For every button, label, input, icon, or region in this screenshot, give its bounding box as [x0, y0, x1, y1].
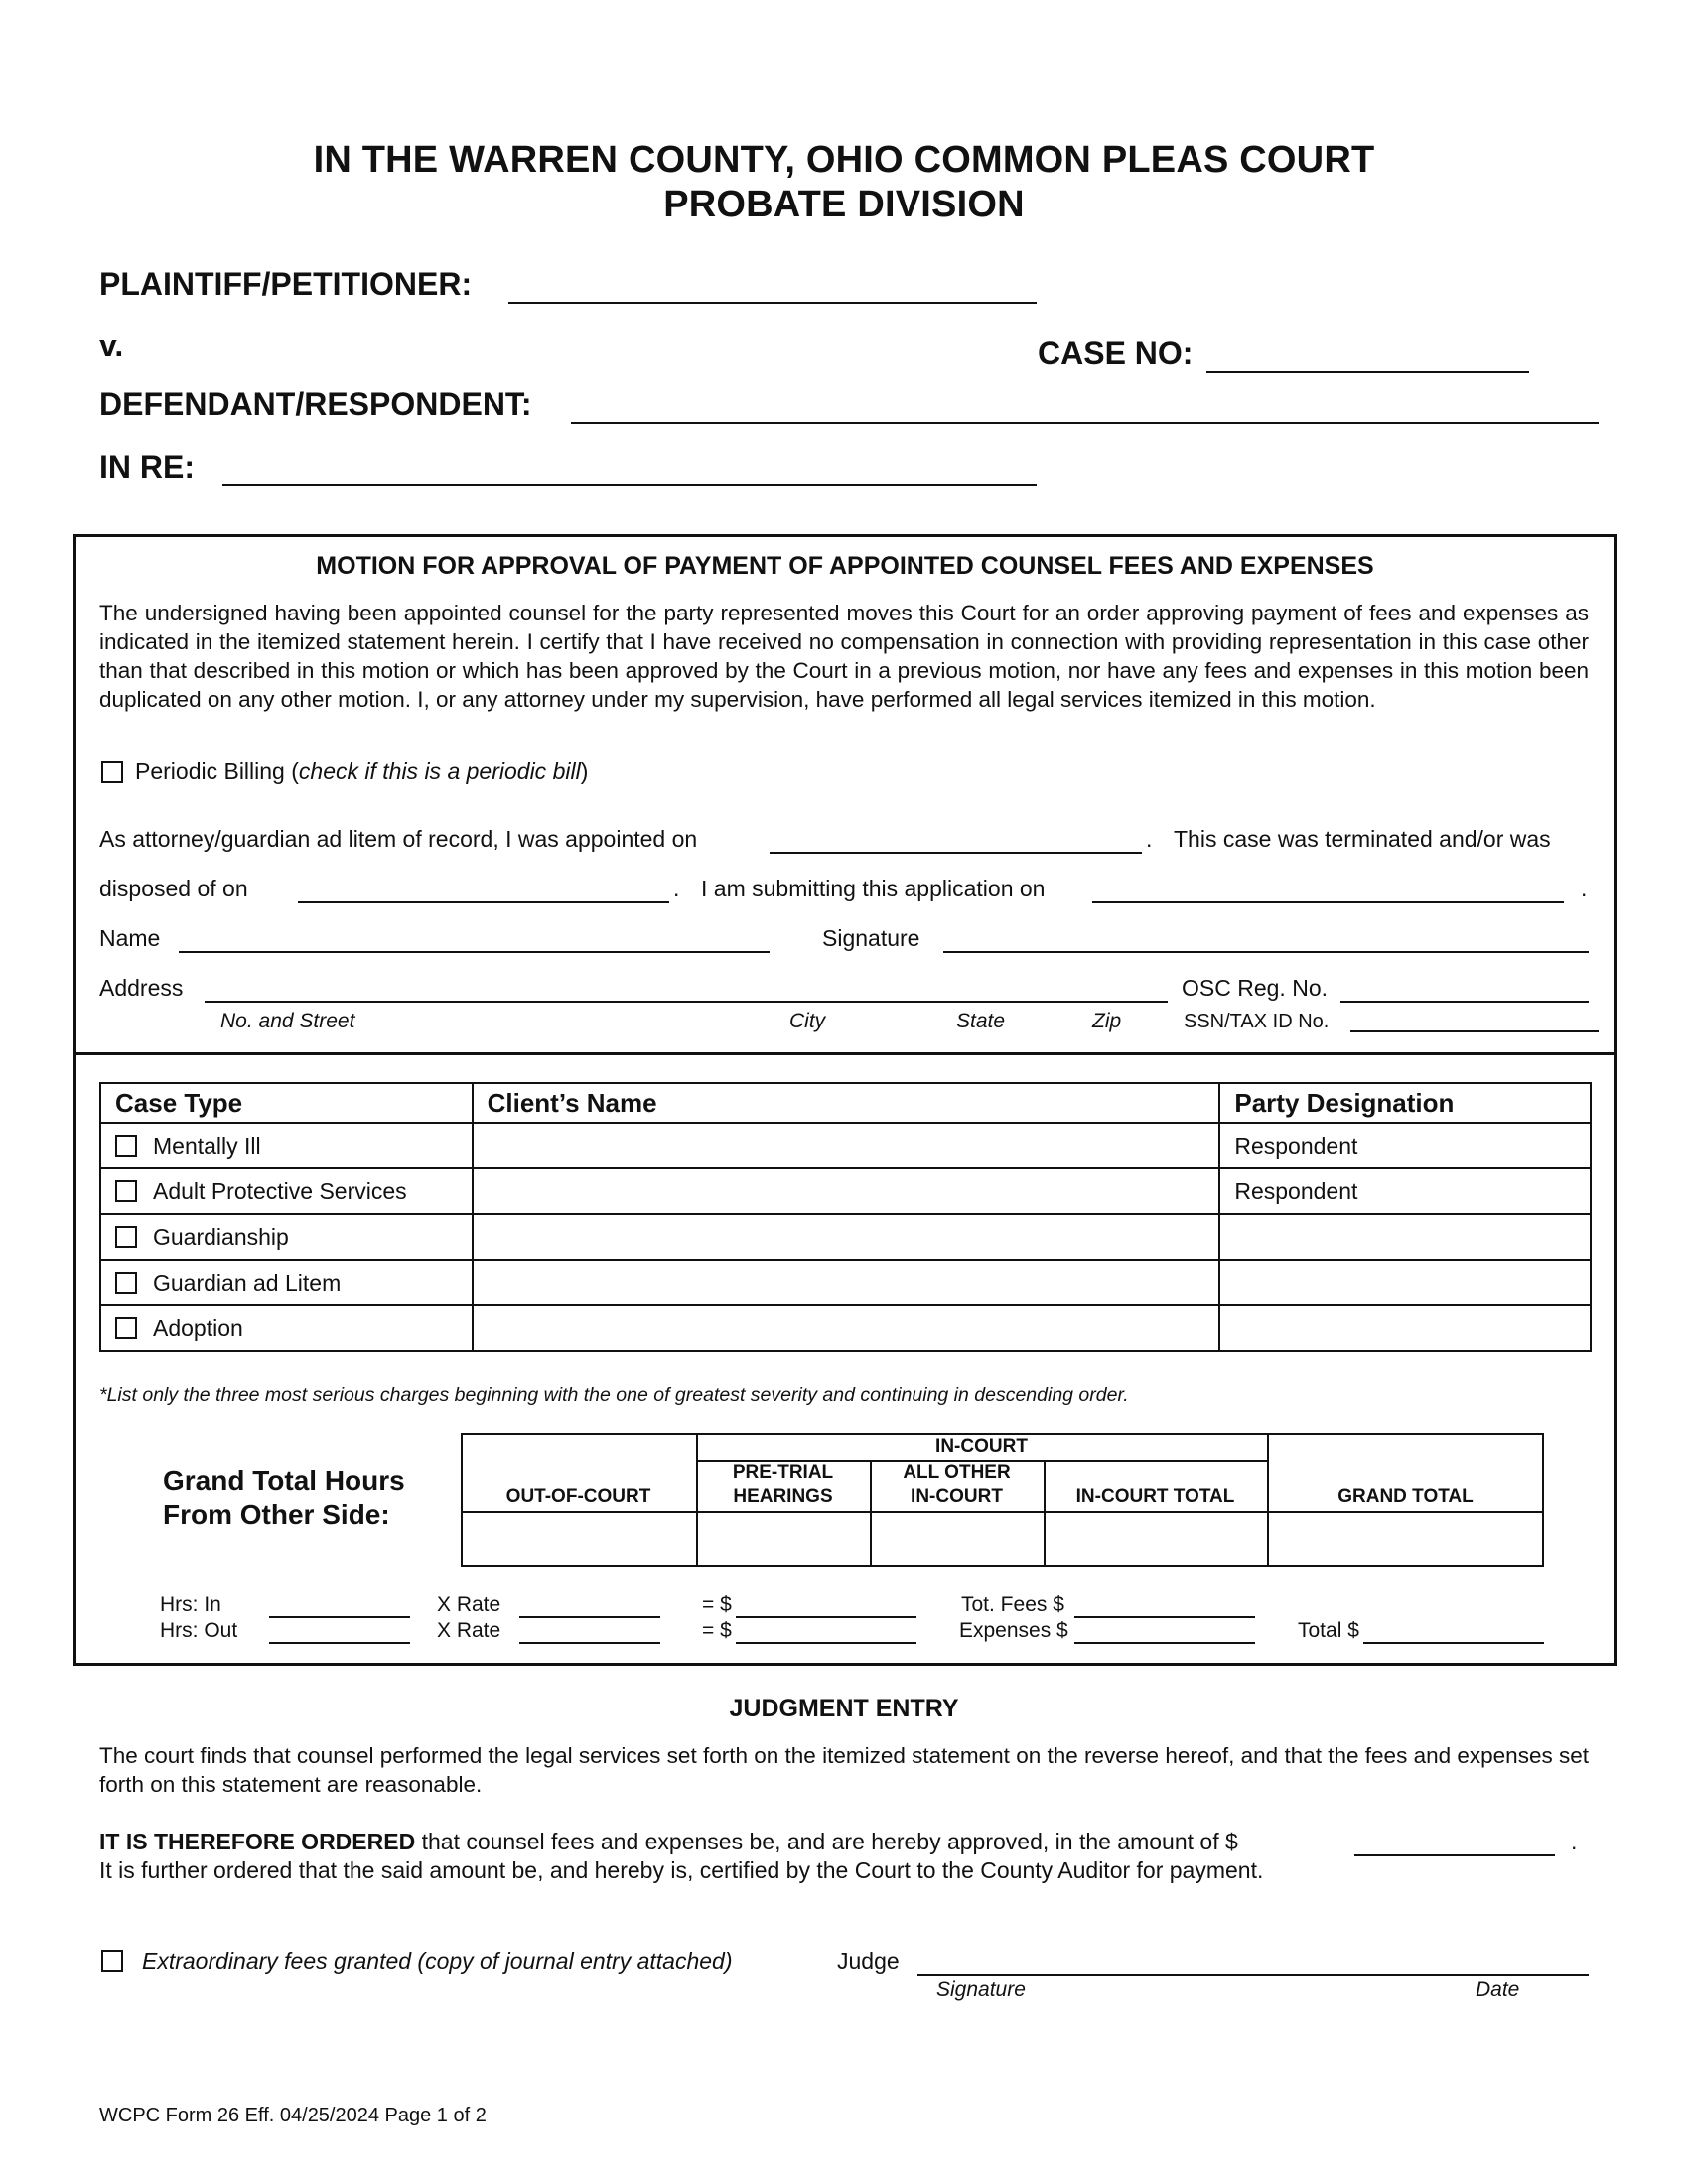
client-name-cell[interactable] [473, 1305, 1220, 1351]
disposed-date-field[interactable] [298, 901, 669, 903]
ordered-text: IT IS THEREFORE ORDERED that counsel fees and expenses be, and are hereby approved, in the amount of $ [99, 1829, 1238, 1854]
equals-out-label: = $ [702, 1619, 732, 1642]
tot-fees-field[interactable] [1074, 1616, 1255, 1618]
case-type-guardianship: Guardianship [100, 1214, 473, 1260]
case-type-adoption: Adoption [100, 1305, 473, 1351]
out-of-court-header: OUT-OF-COURT [505, 1486, 651, 1507]
case-type-mentally-ill: Mentally Ill [100, 1123, 473, 1168]
hrs-out-field[interactable] [269, 1642, 410, 1644]
client-name-cell[interactable] [473, 1260, 1220, 1305]
address-city-caption: City [789, 1010, 826, 1032]
pretrial-header: PRE-TRIAL HEARINGS [732, 1462, 834, 1507]
address-label: Address [99, 975, 184, 1001]
case-type-adult-protective: Adult Protective Services [100, 1168, 473, 1214]
charges-footnote: *List only the three most serious charges beginning with the one of greatest severity and continuing in descending order. [99, 1384, 1129, 1406]
judgment-heading: JUDGMENT ENTRY [729, 1695, 959, 1722]
case-type-guardian-ad-litem: Guardian ad Litem [100, 1260, 473, 1305]
appointed-date-field[interactable] [770, 852, 1142, 854]
guardian-ad-litem-checkbox[interactable] [115, 1272, 137, 1294]
expenses-label: Expenses $ [959, 1619, 1068, 1642]
address-state-caption: State [956, 1010, 1006, 1032]
ssn-label: SSN/TAX ID No. [1184, 1011, 1330, 1032]
plaintiff-label: PLAINTIFF/PETITIONER: [99, 266, 473, 302]
party-designation-cell[interactable]: Respondent [1219, 1168, 1591, 1214]
judge-date-caption: Date [1476, 1979, 1520, 2001]
table-row [100, 1214, 1591, 1260]
adult-protective-checkbox[interactable] [115, 1180, 137, 1202]
judge-signature-field[interactable] [917, 1974, 1589, 1976]
grand-total-hours-line2: From Other Side: [163, 1499, 390, 1530]
header-case-type: Case Type [100, 1083, 473, 1123]
submitting-period: . [1581, 876, 1588, 901]
rate-in-field[interactable] [519, 1616, 660, 1618]
address-zip-caption: Zip [1092, 1010, 1122, 1032]
party-designation-cell[interactable]: Respondent [1219, 1123, 1591, 1168]
court-title: IN THE WARREN COUNTY, OHIO COMMON PLEAS COURT [313, 139, 1375, 181]
tot-fees-label: Tot. Fees $ [961, 1593, 1064, 1616]
pretrial-hours-cell[interactable] [698, 1513, 868, 1565]
client-name-cell[interactable] [473, 1123, 1220, 1168]
table-row [100, 1305, 1591, 1351]
adoption-checkbox[interactable] [115, 1317, 137, 1339]
motion-body: The undersigned having been appointed counsel for the party represented moves this Court for an order approving payment of fees and expenses as indicated in the itemized statement herein. I certify that I have received no compensation in connection with providing representation in this case other than that described in this motion or which has been approved by the Court in a previous motion, nor have any fees and expenses in this motion been duplicated on any other motion. I, or any attorney under my supervision, have performed all legal services itemized in this motion. [99, 601, 1589, 712]
appointed-label: As attorney/guardian ad litem of record, I was appointed on [99, 826, 698, 852]
submitting-date-field[interactable] [1092, 901, 1564, 903]
plaintiff-field[interactable] [508, 302, 1037, 304]
total-field[interactable] [1363, 1642, 1544, 1644]
amount-in-field[interactable] [736, 1616, 916, 1618]
all-other-hours-cell[interactable] [872, 1513, 1042, 1565]
grand-total-hours-cell[interactable] [1269, 1513, 1542, 1565]
versus-label: v. [99, 328, 124, 363]
guardianship-checkbox[interactable] [115, 1226, 137, 1248]
ordered-period: . [1571, 1829, 1578, 1854]
address-street-caption: No. and Street [220, 1010, 355, 1032]
appointed-period: . [1146, 826, 1153, 852]
defendant-field[interactable] [571, 422, 1599, 424]
in-court-header: IN-COURT [935, 1436, 1028, 1457]
table-row [100, 1260, 1591, 1305]
extraordinary-fees-checkbox[interactable] [101, 1950, 123, 1972]
osc-field[interactable] [1340, 1001, 1589, 1003]
header-client-name: Client’s Name [473, 1083, 1220, 1123]
x-rate-out-label: X Rate [437, 1619, 501, 1642]
table-row [100, 1168, 1591, 1214]
table-header-row [100, 1083, 1591, 1123]
extraordinary-fees-label: Extraordinary fees granted (copy of journal entry attached) [142, 1948, 733, 1974]
periodic-billing-label: Periodic Billing (check if this is a periodic bill) [135, 758, 589, 784]
judge-signature-caption: Signature [936, 1979, 1026, 2001]
grand-total-hours-label [163, 1464, 405, 1532]
name-label: Name [99, 925, 161, 951]
hrs-in-field[interactable] [269, 1616, 410, 1618]
table-row [100, 1123, 1591, 1168]
in-court-total-header: IN-COURT TOTAL [1075, 1486, 1235, 1507]
mentally-ill-checkbox[interactable] [115, 1135, 137, 1157]
x-rate-in-label: X Rate [437, 1593, 501, 1616]
name-field[interactable] [179, 951, 770, 953]
party-designation-cell[interactable] [1219, 1305, 1591, 1351]
address-field[interactable] [205, 1001, 1168, 1003]
client-name-cell[interactable] [473, 1168, 1220, 1214]
periodic-billing-checkbox[interactable] [101, 761, 123, 783]
rate-out-field[interactable] [519, 1642, 660, 1644]
grand-total-header: GRAND TOTAL [1337, 1486, 1474, 1507]
all-other-header: ALL OTHER IN-COURT [903, 1462, 1011, 1507]
out-of-court-hours-cell[interactable] [463, 1513, 694, 1565]
motion-divider [73, 1052, 1617, 1055]
equals-in-label: = $ [702, 1593, 732, 1616]
hrs-out-label: Hrs: Out [160, 1619, 238, 1642]
amount-out-field[interactable] [736, 1642, 916, 1644]
defendant-label: DEFENDANT/RESPONDENT: [99, 386, 532, 422]
signature-field[interactable] [943, 951, 1589, 953]
division-title: PROBATE DIVISION [663, 184, 1025, 225]
case-no-label: CASE NO: [1038, 336, 1194, 371]
terminated-label: This case was terminated and/or was [1174, 826, 1551, 852]
client-name-cell[interactable] [473, 1214, 1220, 1260]
party-designation-cell[interactable] [1219, 1260, 1591, 1305]
ssn-field[interactable] [1350, 1030, 1599, 1032]
submitting-label: I am submitting this application on [701, 876, 1046, 901]
motion-heading: MOTION FOR APPROVAL OF PAYMENT OF APPOINTED COUNSEL FEES AND EXPENSES [316, 552, 1374, 580]
grand-total-hours-line1: Grand Total Hours [163, 1465, 405, 1496]
disposed-label: disposed of on [99, 876, 248, 901]
signature-label: Signature [822, 925, 920, 951]
judge-label: Judge [837, 1948, 900, 1974]
header-party-designation: Party Designation [1219, 1083, 1591, 1123]
case-type-table [99, 1082, 1592, 1352]
form-footer: WCPC Form 26 Eff. 04/25/2024 Page 1 of 2 [99, 2105, 487, 2126]
in-court-total-hours-cell[interactable] [1046, 1513, 1265, 1565]
case-no-field[interactable] [1206, 371, 1529, 373]
in-re-label: IN RE: [99, 449, 195, 484]
party-designation-cell[interactable] [1219, 1214, 1591, 1260]
further-ordered-text: It is further ordered that the said amount be, and hereby is, certified by the Court to the County Auditor for payment. [99, 1857, 1264, 1883]
expenses-field[interactable] [1074, 1642, 1255, 1644]
hrs-in-label: Hrs: In [160, 1593, 221, 1616]
osc-label: OSC Reg. No. [1182, 975, 1328, 1001]
judgment-paragraph: The court finds that counsel performed the legal services set forth on the itemized statement on the reverse hereof, and that the fees and expenses set forth on this statement are reasonable. [99, 1743, 1589, 1797]
in-re-field[interactable] [222, 484, 1037, 486]
disposed-period: . [673, 876, 680, 901]
approved-amount-field[interactable] [1354, 1854, 1555, 1856]
total-label: Total $ [1298, 1619, 1359, 1642]
